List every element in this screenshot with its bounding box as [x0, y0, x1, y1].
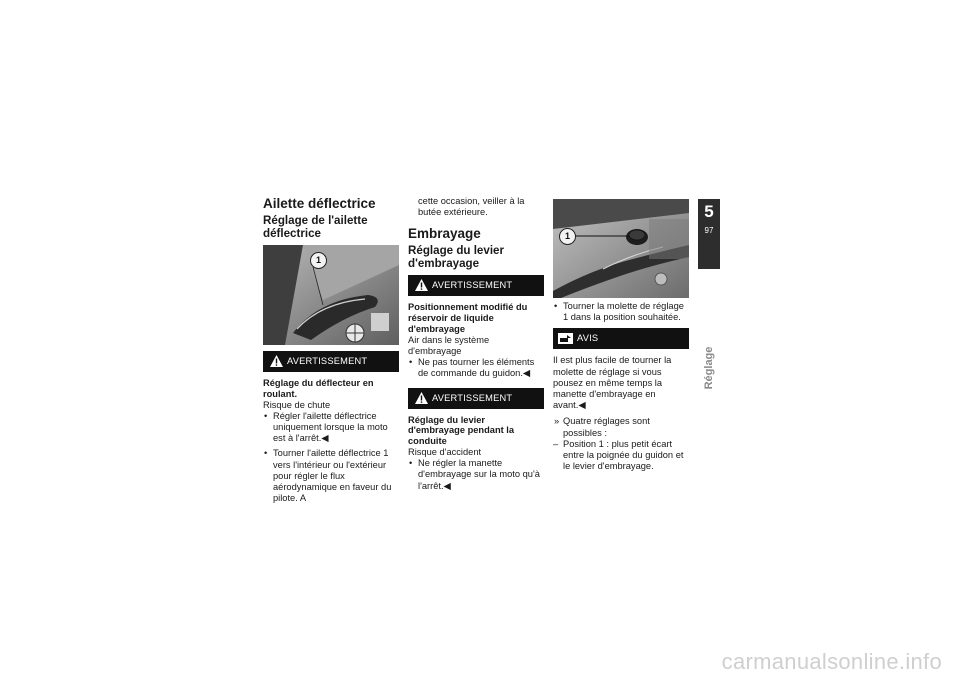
- step-bullet: • Tourner la molette de réglage 1 dans la position souhaitée.: [553, 301, 689, 323]
- column-1: [263, 196, 399, 504]
- warning-heading: Réglage du levier d'embrayage pendant la conduite: [408, 414, 515, 447]
- warning-triangle-icon: [415, 279, 428, 294]
- warning-risk: Air dans le système d'embrayage: [408, 334, 490, 356]
- warning-triangle-icon: [270, 355, 283, 370]
- wind-deflector-photo: [263, 245, 399, 345]
- callout-1: 1: [559, 228, 576, 245]
- chapter-tab: [698, 199, 720, 269]
- position-text: Position 1 : plus petit écart entre la poignée du guidon et le levier d'embrayage.: [563, 438, 684, 472]
- section-subtitle: Réglage du levier d'embrayage: [408, 244, 505, 270]
- warning-label: AVERTISSEMENT: [432, 280, 513, 291]
- warning-label: AVERTISSEMENT: [432, 392, 513, 403]
- continuation-text: cette occasion, veiller à la butée extérieure.: [418, 196, 525, 218]
- clutch-lever-photo: [553, 199, 689, 298]
- warning-triangle-icon: [415, 392, 428, 407]
- warning-bullet: • Ne régler la manette d'embrayage sur la moto qu'à l'arrêt.◀: [408, 458, 544, 492]
- callout-1: 1: [310, 252, 327, 269]
- chapter-number: 5: [704, 202, 714, 221]
- clutch-lever-illustration: [553, 199, 689, 298]
- warning-heading: Réglage du déflecteur en roulant.: [263, 378, 374, 399]
- notice-text: Il est plus facile de tourner la molette de réglage si vous pousez en même temps la manette d'embrayage en avant.◀: [553, 355, 672, 411]
- warning-risk: Risque de chute: [263, 399, 331, 410]
- watermark: carmanualsonline.info: [721, 649, 942, 674]
- section-title: Embrayage: [408, 226, 481, 242]
- position-line: [553, 439, 689, 473]
- section-subtitle: Réglage de l'ailette déflectrice: [263, 214, 368, 240]
- warning-banner: [408, 275, 544, 296]
- warning-bullet: • Régler l'ailette déflectrice uniquement lorsque la moto est à l'arrêt.◀: [263, 411, 399, 445]
- info-text: Quatre réglages sont possibles :: [563, 416, 650, 438]
- warning-label: AVERTISSEMENT: [287, 356, 368, 366]
- wind-deflector-illustration: [263, 245, 399, 345]
- section-title: Ailette déflectrice: [263, 196, 376, 211]
- column-2: [408, 196, 544, 492]
- column-3: [553, 199, 689, 472]
- notice-banner: [553, 328, 689, 349]
- chapter-title: Réglage: [703, 346, 715, 390]
- info-line: [553, 416, 689, 438]
- step-bullet: • Tourner l'ailette déflectrice 1 vers l'intérieur ou l'extérieur pour régler le flux aérodynamique en faveur du pilote. A: [263, 448, 399, 504]
- warning-banner: [408, 388, 544, 409]
- info-marker: »: [554, 416, 560, 427]
- warning-bullet: • Ne pas tourner les éléments de commande du guidon.◀: [408, 357, 544, 379]
- warning-banner: [263, 351, 399, 372]
- warning-heading: Positionnement modifié du réservoir de liquide d'embrayage: [408, 302, 528, 334]
- warning-risk: Risque d'accident: [408, 447, 482, 457]
- notice-icon: [558, 333, 573, 347]
- notice-label: AVIS: [577, 333, 599, 344]
- position-marker: –: [553, 438, 559, 449]
- page-number: 97: [704, 226, 714, 235]
- chapter-side-title: [699, 338, 719, 398]
